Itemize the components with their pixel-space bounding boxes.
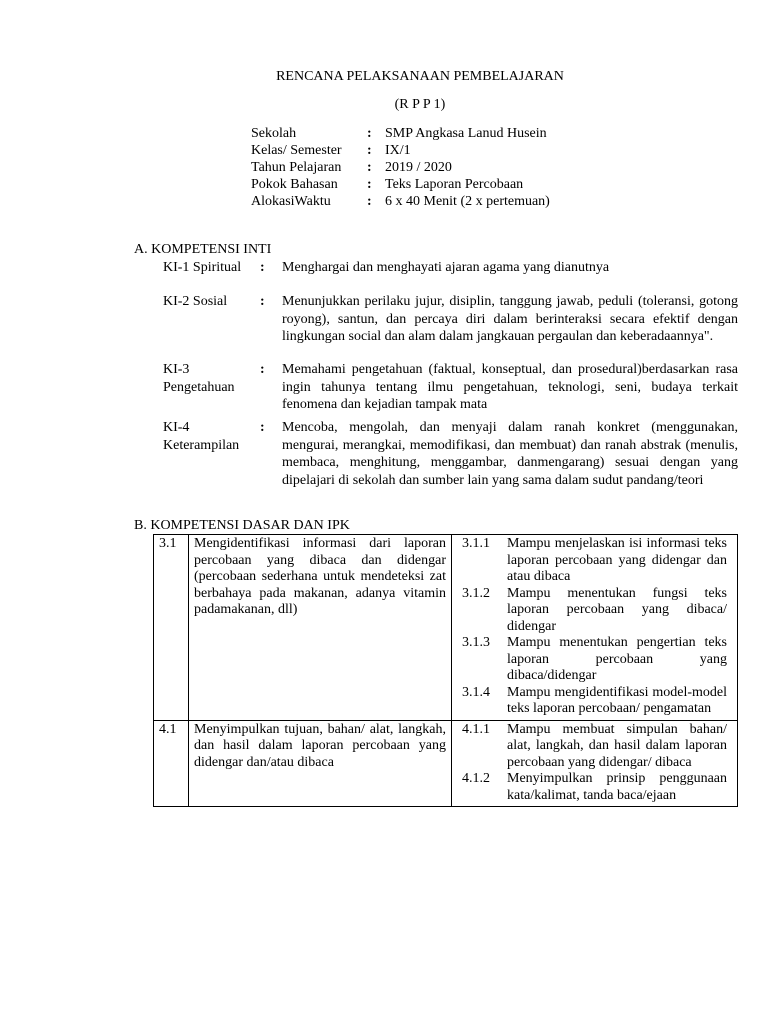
ipk-item bbox=[457, 771, 732, 804]
meta-value: IX/1 bbox=[385, 143, 411, 158]
ipk-text: Menyimpulkan prinsip penggunaan kata/kalimat, tanda baca/ejaan bbox=[507, 771, 727, 803]
meta-label: Sekolah bbox=[251, 126, 297, 141]
kd-text: Menyimpulkan tujuan, bahan/ alat, langkah, dan hasil dalam laporan percobaan yang didengar dan/atau dibaca bbox=[189, 720, 452, 807]
meta-value: 6 x 40 Menit (2 x pertemuan) bbox=[385, 194, 550, 209]
ipk-cell bbox=[452, 720, 738, 807]
ipk-item bbox=[457, 635, 732, 685]
kd-text: Mengidentifikasi informasi dari laporan percobaan yang dibaca dan didengar (percobaan sederhana untuk mendeteksi zat berbahaya pada makanan, adanya vitamin padamakanan, dll) bbox=[189, 535, 452, 721]
meta-value: Teks Laporan Percobaan bbox=[385, 177, 524, 192]
meta-colon: : bbox=[367, 160, 372, 175]
ki-text: Memahami pengetahuan (faktual, konseptual, dan prosedural)berdasarkan rasa ingin tahunya tentang ilmu pengetahuan, teknologi, seni, budaya terkait fenomena dan kejadian tampak mata bbox=[282, 362, 738, 412]
meta-value: 2019 / 2020 bbox=[385, 160, 452, 175]
ki-text: Menghargai dan menghayati ajaran agama yang dianutnya bbox=[282, 260, 610, 275]
meta-row-sekolah bbox=[251, 125, 550, 142]
meta-colon: : bbox=[367, 126, 372, 141]
ipk-number: 4.1.1 bbox=[462, 721, 490, 737]
ki-text: Menunjukkan perilaku jujur, disiplin, tanggung jawab, peduli (toleransi, gotong royong), santun, dan percaya diri dalam berinteraksi secara efektif dengan lingkungan social dan alam dalam jangkauan pergaulan dan keberadaannya". bbox=[282, 294, 738, 344]
table-row bbox=[154, 535, 738, 721]
ki-item-sosial bbox=[163, 293, 738, 346]
meta-label: Kelas/ Semester bbox=[251, 143, 342, 158]
ipk-text: Mampu menentukan fungsi teks laporan percobaan yang dibaca/ didengar bbox=[507, 585, 727, 634]
ipk-number: 3.1.3 bbox=[462, 635, 490, 650]
meta-value: SMP Angkasa Lanud Husein bbox=[385, 126, 547, 141]
kd-ipk-table bbox=[153, 534, 738, 807]
meta-row-alokasi bbox=[251, 193, 550, 210]
section-a-heading: A. KOMPETENSI INTI bbox=[134, 242, 272, 257]
ki-item-pengetahuan bbox=[163, 361, 738, 414]
meta-label: Tahun Pelajaran bbox=[251, 160, 342, 175]
meta-label: Pokok Bahasan bbox=[251, 177, 338, 192]
meta-row-kelas bbox=[251, 142, 550, 159]
kd-number: 3.1 bbox=[154, 535, 189, 721]
ipk-cell bbox=[452, 535, 738, 721]
document-subtitle: (R P P 1) bbox=[394, 97, 446, 112]
ipk-item bbox=[457, 586, 732, 636]
ki-colon: : bbox=[260, 260, 265, 275]
ki-colon: : bbox=[260, 362, 265, 377]
ki-label: KI-4 Keterampilan bbox=[163, 420, 240, 453]
ipk-number: 3.1.2 bbox=[462, 585, 490, 601]
meta-label: AlokasiWaktu bbox=[251, 194, 331, 209]
ki-text: Mencoba, mengolah, dan menyaji dalam ranah konkret (menggunakan, mengurai, merangkai, memodifikasi, dan membuat) dan ranah abstrak (menulis, membaca, menghitung, menggambar, danmengarang) sesuai dengan yang dipelajari di sekolah dan sumber lain yang sama dalam sudut pandang/teori bbox=[282, 420, 738, 488]
ki-label: KI-2 Sosial bbox=[163, 294, 228, 309]
ipk-text: Mampu membuat simpulan bahan/ alat, langkah, dan hasil dalam laporan percobaan yang didengar/ dibaca bbox=[507, 721, 727, 770]
meta-row-pokok bbox=[251, 176, 550, 193]
ki-label: KI-3 Pengetahuan bbox=[163, 362, 235, 395]
ki-colon: : bbox=[260, 420, 265, 435]
table-row bbox=[154, 720, 738, 807]
ipk-number: 3.1.1 bbox=[462, 536, 490, 551]
document-title: RENCANA PELAKSANAAN PEMBELAJARAN bbox=[276, 69, 564, 84]
meta-colon: : bbox=[367, 177, 372, 192]
ipk-item bbox=[457, 536, 732, 586]
ipk-number: 4.1.2 bbox=[462, 771, 490, 786]
meta-colon: : bbox=[367, 143, 372, 158]
ipk-text: Mampu mengidentifikasi model-model teks laporan percobaan/ pengamatan bbox=[507, 684, 727, 716]
ki-item-keterampilan bbox=[163, 419, 738, 489]
meta-colon: : bbox=[367, 194, 372, 209]
ipk-text: Mampu menentukan pengertian teks laporan percobaan yang dibaca/didengar bbox=[507, 635, 727, 683]
meta-row-tahun bbox=[251, 159, 550, 176]
ipk-item bbox=[457, 685, 732, 718]
ki-label: KI-1 Spiritual bbox=[163, 260, 242, 275]
ipk-text: Mampu menjelaskan isi informasi teks laporan percobaan yang didengar dan atau dibaca bbox=[507, 536, 727, 584]
ki-colon: : bbox=[260, 294, 265, 309]
ki-item-spiritual bbox=[163, 259, 738, 277]
identity-block bbox=[251, 125, 550, 210]
section-b-heading: B. KOMPETENSI DASAR DAN IPK bbox=[134, 518, 350, 533]
kd-number: 4.1 bbox=[154, 720, 189, 807]
ipk-item bbox=[457, 722, 732, 772]
ipk-number: 3.1.4 bbox=[462, 684, 490, 700]
